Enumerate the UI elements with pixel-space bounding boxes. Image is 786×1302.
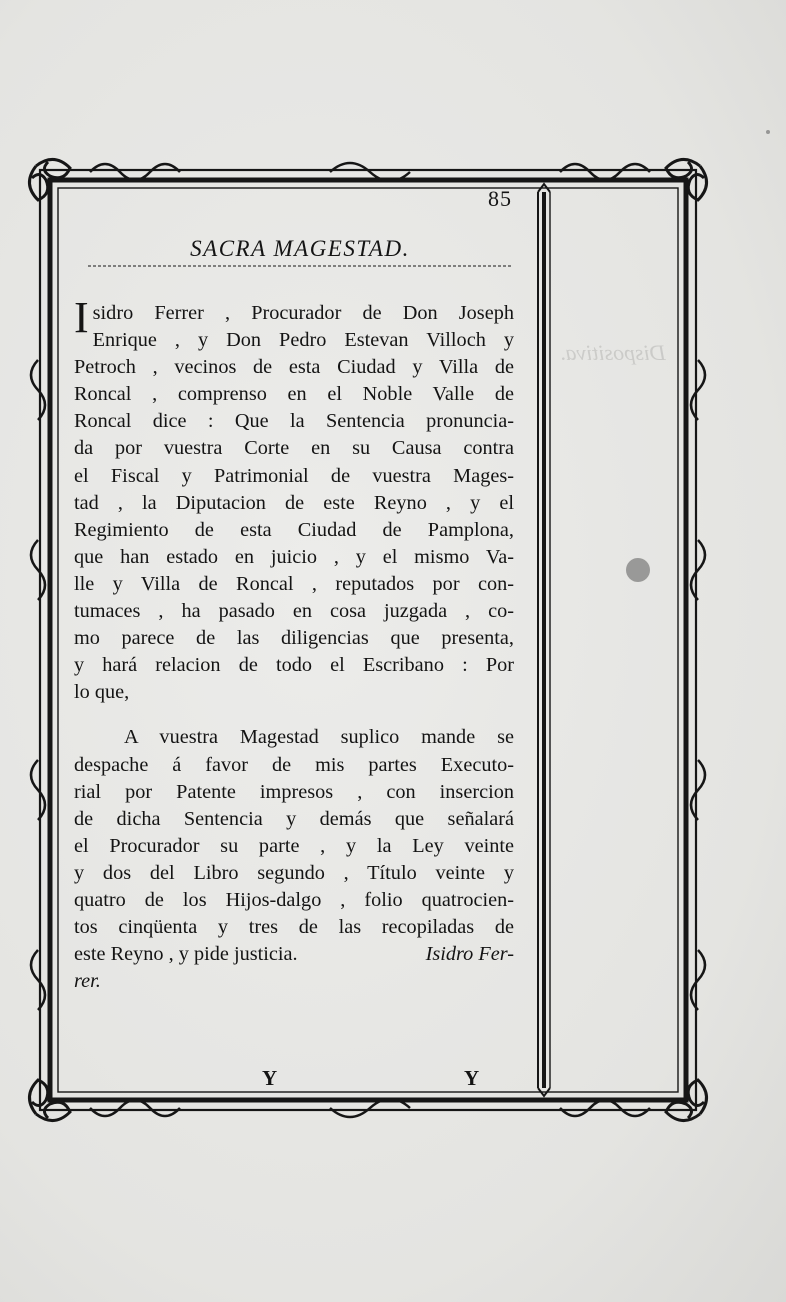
page-heading: SACRA MAGESTAD. (190, 236, 410, 261)
text-line: Roncal , comprenso en el Noble Valle de (74, 383, 514, 406)
catchword-left: Y (262, 1066, 278, 1090)
text-line: mo parece de las diligencias que presenta, (74, 627, 514, 650)
ink-speck (766, 130, 770, 134)
paragraph-2 (74, 724, 514, 995)
text-line: Enrique , y Don Pedro Estevan Villoch y (92, 329, 514, 352)
signature: Isidro Fer- (425, 943, 514, 966)
text-line: el Procurador su parte , y la Ley veinte (74, 834, 514, 857)
text-line: rial por Patente impresos , con insercion (74, 780, 514, 803)
text-line: tumaces , ha pasado en cosa juzgada , co- (74, 600, 514, 623)
text-line (74, 941, 514, 968)
page-number: 85 (488, 186, 512, 211)
catchword-right: Y (464, 1066, 480, 1090)
paragraph-1 (74, 293, 514, 706)
text-line: despache á favor de mis partes Executo- (74, 753, 514, 776)
text-line: quatro de los Hijos-dalgo , folio quatrocien- (74, 888, 514, 911)
text-line: tad , la Diputacion de este Reyno , y el (74, 491, 514, 514)
text-line: sidro Ferrer , Procurador de Don Joseph (92, 302, 514, 324)
text-line: que han estado en juicio , y el mismo Va- (74, 545, 514, 568)
text-line: Regimiento de esta Ciudad de Pamplona, (74, 518, 514, 541)
text-line: da por vuestra Corte en su Causa contra (74, 437, 514, 460)
margin-bleed-through: Dispositiva. (560, 340, 666, 365)
text-line: A vuestra Magestad suplico mande se (124, 726, 514, 749)
ink-spot (626, 558, 650, 582)
text-line: Petroch , vecinos de esta Ciudad y Villa de (74, 356, 514, 379)
text-line: lle y Villa de Roncal , reputados por con- (74, 572, 514, 595)
text-line: lo que, (74, 681, 130, 704)
text-line: el Fiscal y Patrimonial de vuestra Mages- (74, 464, 514, 487)
text-segment: este Reyno , y pide justicia. (74, 943, 298, 966)
text-line: y hará relacion de todo el Escribano : Por (74, 654, 514, 677)
text-line: tos cinqüenta y tres de las recopiladas de (74, 916, 514, 939)
drop-cap: I (74, 293, 89, 342)
text-line: Roncal dice : Que la Sentencia pronuncia- (74, 410, 514, 433)
signature-continued: rer. (74, 970, 101, 993)
body-text (74, 293, 514, 995)
text-line: y dos del Libro segundo , Título veinte y (74, 861, 514, 884)
text-line: de dicha Sentencia y demás que señalará (74, 807, 514, 830)
